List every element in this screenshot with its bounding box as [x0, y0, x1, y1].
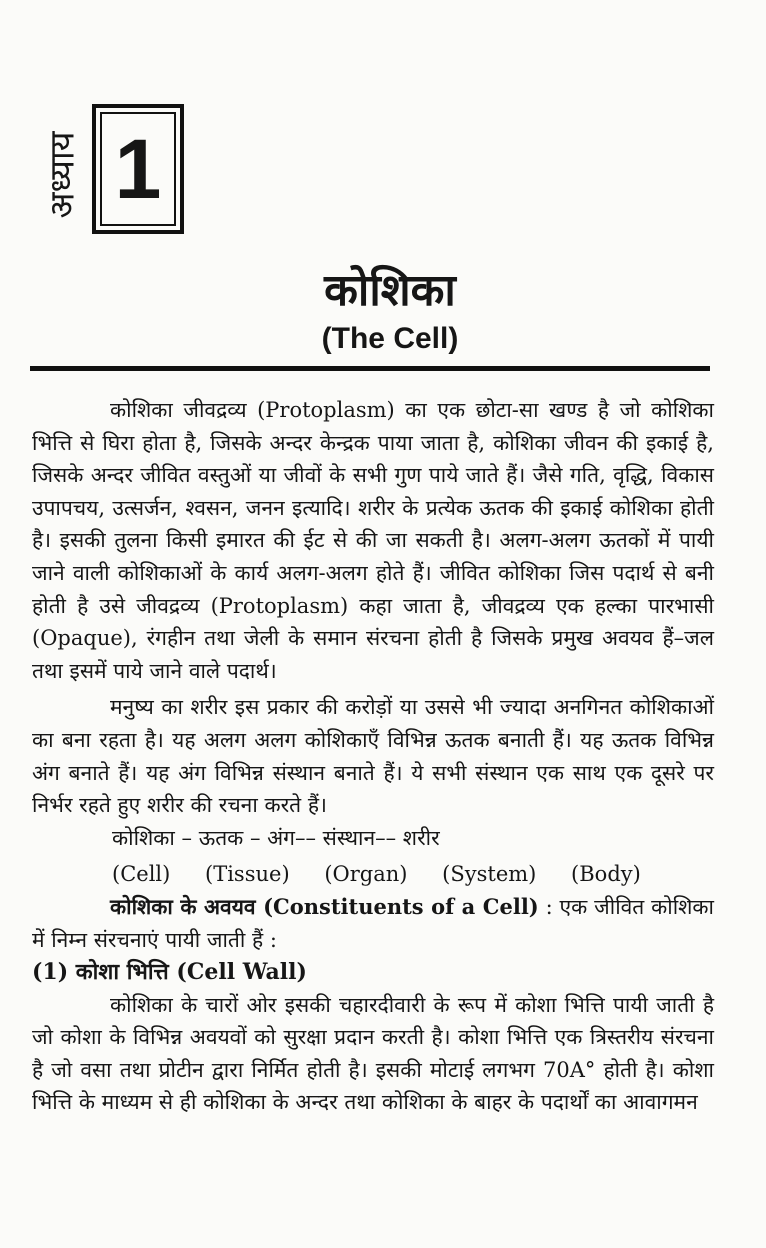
paragraph-intro: कोशिका जीवद्रव्य (Protoplasm) का एक छोटा-सा खण्ड है जो कोशिका भित्ति से घिरा होता है, जिसके अन्दर केन्द्रक पाया जाता है, कोशिका जीवन की इकाई है, जिसके अन्दर जीवित वस्तुओं या जीवों के सभी गुण पाये जाते हैं। जैसे गति, वृद्धि, विकास उपापचय, उत्सर्जन, श्वसन, जनन इत्यादि। शरीर के प्रत्येक ऊतक की इकाई कोशिका होती है। इसकी तुलना किसी इमारत की ईट से की जा सकती है। अलग-अलग ऊतकों में पायी जाने वाली कोशिकाओं के कार्य अलग-अलग होते हैं। जीवित कोशिका जिस पदार्थ से बनी होती है उसे जीवद्रव्य (Protoplasm) कहा जाता है, जीवद्रव्य एक हल्का पारभासी (Opaque), रंगहीन तथा जेली के समान संरचना होती है जिसके प्रमुख अवयव हैं–जल तथा इसमें पाये जाने वाले पदार्थ। [32, 398, 714, 683]
page-title-english: (The Cell) [321, 322, 459, 355]
paragraph-constituents [32, 891, 714, 956]
paragraph-cell-wall: कोशिका के चारों ओर इसकी चहारदीवारी के रूप में कोशा भित्ति पायी जाती है जो कोशा के विभिन्न अवयवों को सुरक्षा प्रदान करती है। कोशा भित्ति एक त्रिस्तरीय संरचना है जो वसा तथा प्रोटीन द्वारा निर्मित होती है। इसकी मोटाई लगभग 70A° होती है। कोशा भित्ति के माध्यम से ही कोशिका के अन्दर तथा कोशिका के बाहर के पदार्थों का आवागमन [32, 992, 714, 1115]
chapter-number-box [92, 104, 184, 234]
hierarchy-term: (System) [442, 862, 537, 887]
hierarchy-english [32, 858, 714, 891]
title-divider [30, 366, 710, 371]
hierarchy-term: (Organ) [324, 862, 408, 887]
chapter-number: 1 [114, 122, 162, 216]
chapter-label [40, 120, 83, 230]
hierarchy-term: (Body) [571, 862, 641, 887]
body-text [32, 394, 714, 1119]
constituents-text: : एक जीवित कोशिका में निम्न संरचनाएं पायी जाती हैं : [32, 894, 714, 952]
hierarchy-hindi: कोशिका – ऊतक – अंग–– संस्थान–– शरीर [112, 825, 440, 850]
constituents-term: कोशिका के अवयव (Constituents of a Cell) [110, 893, 539, 919]
chapter-word: अध्याय [42, 131, 83, 219]
section-heading-cell-wall: (1) कोशा भित्ति (Cell Wall) [32, 959, 307, 986]
hierarchy-term: (Tissue) [205, 862, 290, 887]
hierarchy-term: (Cell) [112, 862, 171, 887]
paragraph-body-structure: मनुष्य का शरीर इस प्रकार की करोड़ों या उससे भी ज्यादा अनगिनत कोशिकाओं का बना रहता है। यह अलग अलग कोशिकाएँ विभिन्न ऊतक बनाती हैं। यह ऊतक विभिन्न अंग बनाते हैं। यह अंग विभिन्न संस्थान बनाते हैं। ये सभी संस्थान एक साथ एक दूसरे पर निर्भर रहते हुए शरीर की रचना करते हैं। [32, 695, 714, 818]
page-title-hindi: कोशिका [324, 265, 456, 316]
